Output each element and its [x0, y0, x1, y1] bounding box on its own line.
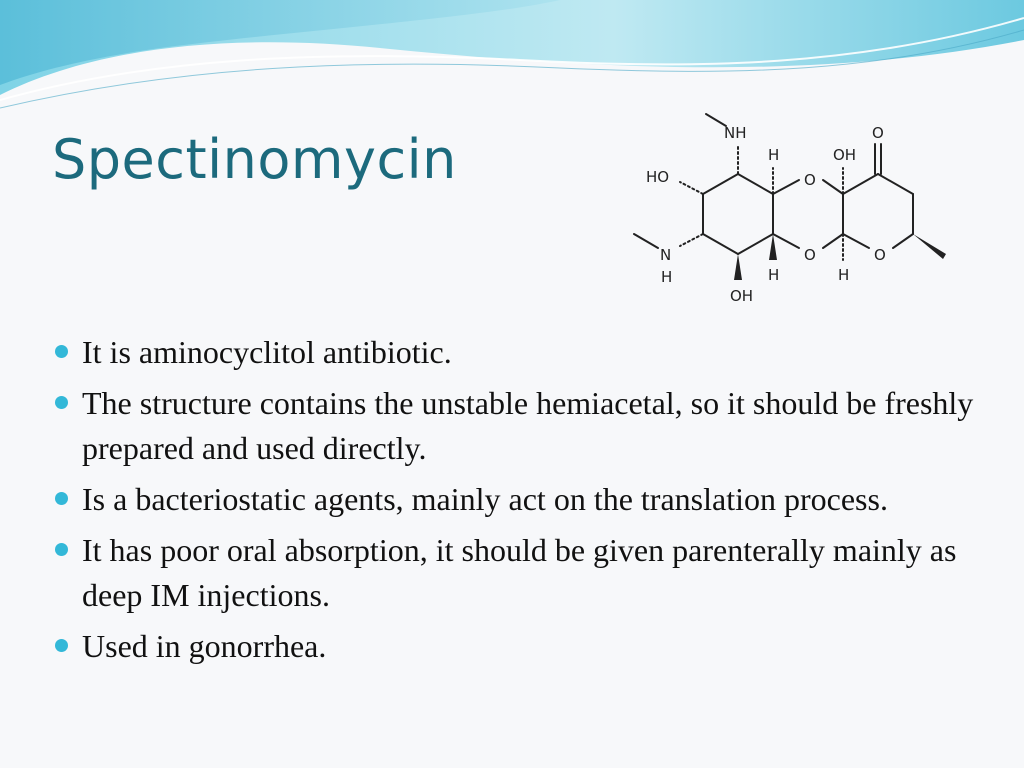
header-wave-banner	[0, 0, 1024, 120]
oh-bottom-label: OH	[730, 287, 754, 305]
ring-oxygen-mid-label: O	[804, 246, 816, 264]
bullet-dot-icon	[55, 345, 68, 358]
bullet-text: Is a bacteriostatic agents, mainly act on the translation process.	[82, 481, 888, 517]
bullet-text: It has poor oral absorption, it should be given parenterally mainly as deep IM injections.	[82, 532, 957, 613]
oh-top-label: OH	[833, 146, 857, 164]
bullet-dot-icon	[55, 639, 68, 652]
bullet-item	[52, 528, 982, 618]
bullet-dot-icon	[55, 492, 68, 505]
bullet-list	[52, 330, 982, 675]
ring-oxygen-top-label: O	[804, 171, 816, 189]
nh-h-label: H	[661, 268, 673, 286]
bullet-dot-icon	[55, 396, 68, 409]
ring-oxygen-right-label: O	[874, 246, 886, 264]
bullet-text: Used in gonorrhea.	[82, 628, 327, 664]
bullet-dot-icon	[55, 543, 68, 556]
spectinomycin-structure-diagram	[628, 108, 958, 308]
nh-label: NH	[724, 124, 747, 142]
n-label: N	[660, 246, 672, 264]
ketone-oxygen-label: O	[872, 124, 884, 142]
bullet-item	[52, 624, 982, 669]
bullet-item	[52, 477, 982, 522]
bullet-text: It is aminocyclitol antibiotic.	[82, 334, 452, 370]
slide-title: Spectinomycin	[52, 128, 457, 191]
bullet-item	[52, 330, 982, 375]
bullet-item	[52, 381, 982, 471]
h-bottom-right-label: H	[838, 266, 850, 284]
h-bottom-label: H	[768, 266, 780, 284]
h-top-label: H	[768, 146, 780, 164]
ho-label: HO	[646, 168, 670, 186]
bullet-text: The structure contains the unstable hemiacetal, so it should be freshly prepared and used directly.	[82, 385, 974, 466]
